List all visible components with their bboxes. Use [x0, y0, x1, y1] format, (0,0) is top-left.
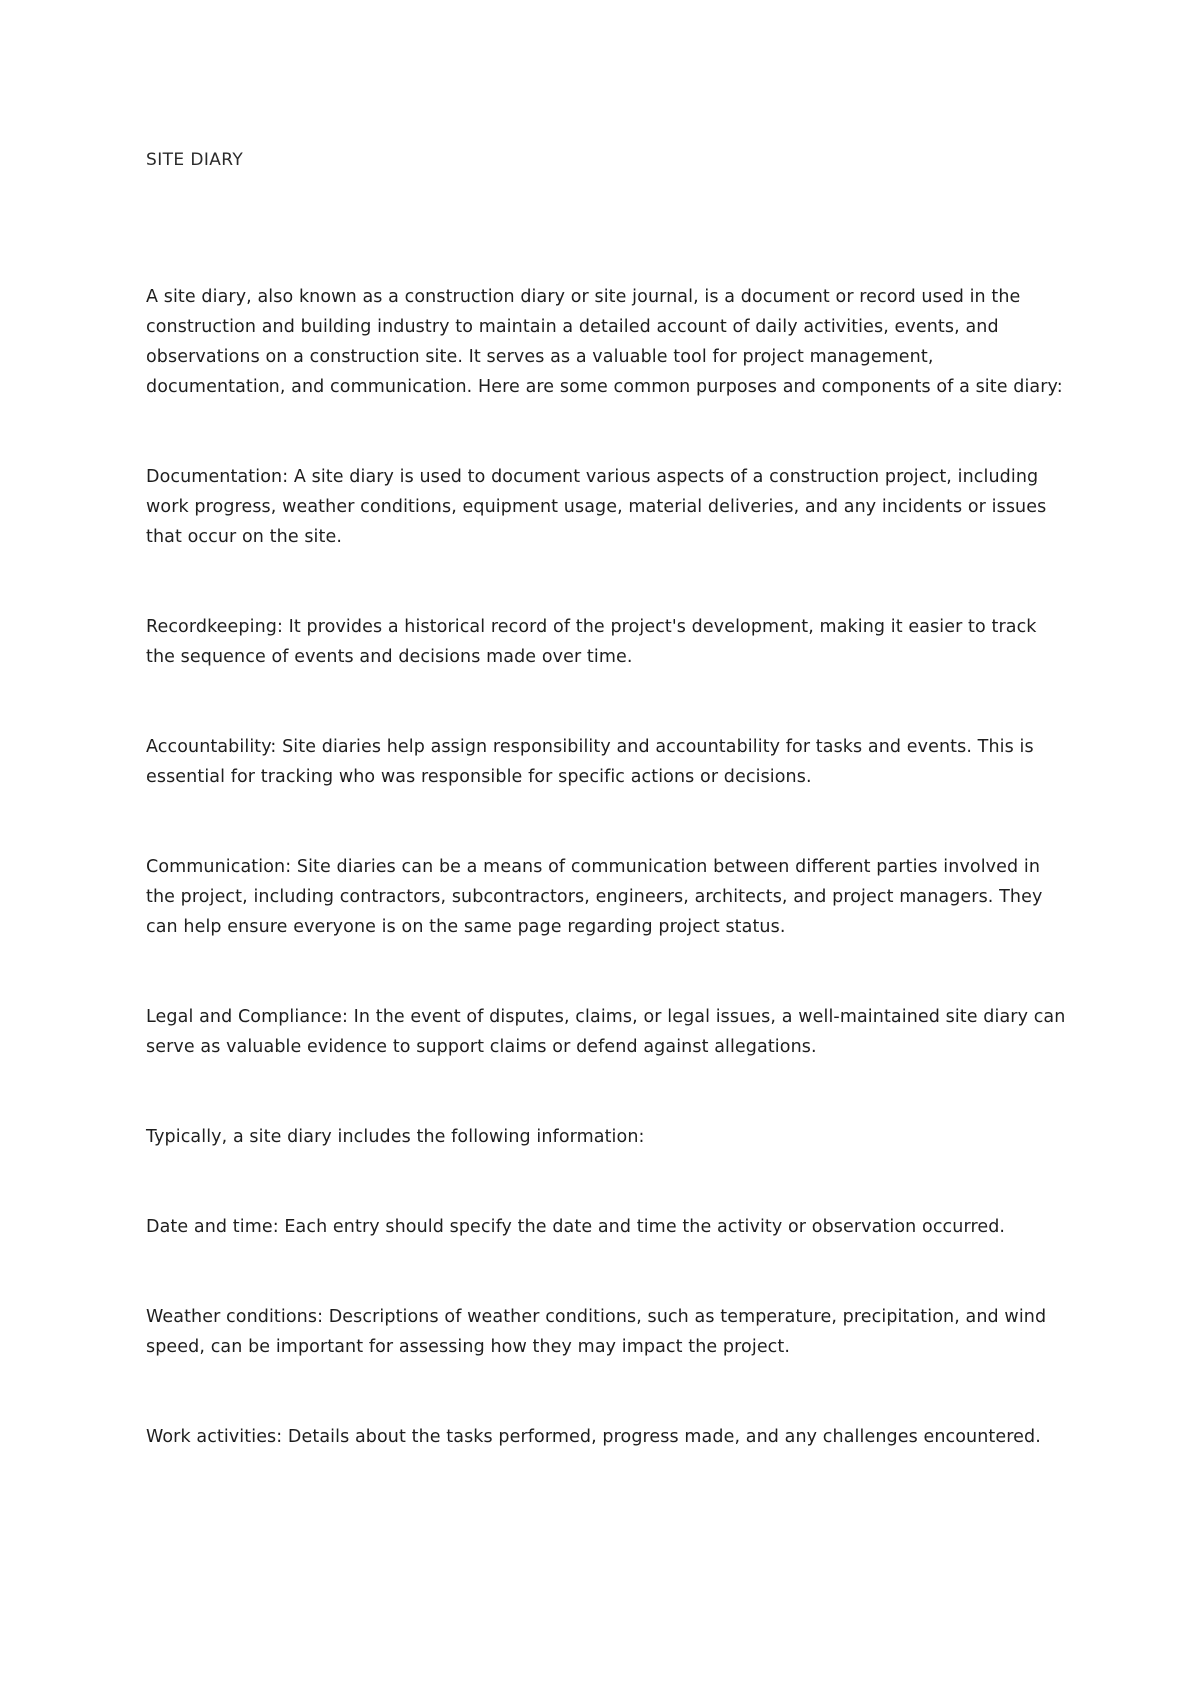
- document-title: SITE DIARY: [146, 150, 244, 170]
- paragraph-communication: Communication: Site diaries can be a means of communication between different parties involved in the project, including contractors, subcontractors, engineers, architects, and project managers. They can help ensure everyone is on the same page regarding project status.: [146, 857, 1043, 937]
- paragraph-weather: Weather conditions: Descriptions of weather conditions, such as temperature, precipitation, and wind speed, can be important for assessing how they may impact the project.: [146, 1307, 1047, 1357]
- paragraph-legal-compliance: Legal and Compliance: In the event of disputes, claims, or legal issues, a well-maintained site diary can serve as valuable evidence to support claims or defend against allegations.: [146, 1007, 1066, 1057]
- paragraph-accountability: Accountability: Site diaries help assign responsibility and accountability for tasks and events. This is essential for tracking who was responsible for specific actions or decisions.: [146, 737, 1034, 787]
- paragraph-recordkeeping: Recordkeeping: It provides a historical record of the project's development, making it easier to track the sequence of events and decisions made over time.: [146, 617, 1037, 667]
- intro-paragraph: A site diary, also known as a construction diary or site journal, is a document or record used in the construction and building industry to maintain a detailed account of daily activities, events, and observations on a construction site. It serves as a valuable tool for project management, documentation, and communication. Here are some common purposes and components of a site diary:: [146, 287, 1063, 397]
- paragraph-typically: Typically, a site diary includes the following information:: [146, 1127, 645, 1147]
- paragraph-documentation: Documentation: A site diary is used to document various aspects of a construction project, including work progress, weather conditions, equipment usage, material deliveries, and any incidents or issues that occur on the site.: [146, 467, 1047, 547]
- paragraph-work-activities: Work activities: Details about the tasks performed, progress made, and any challenges encountered.: [146, 1427, 1041, 1447]
- paragraph-date-time: Date and time: Each entry should specify the date and time the activity or observation occurred.: [146, 1217, 1006, 1237]
- document-body: [146, 145, 1066, 1452]
